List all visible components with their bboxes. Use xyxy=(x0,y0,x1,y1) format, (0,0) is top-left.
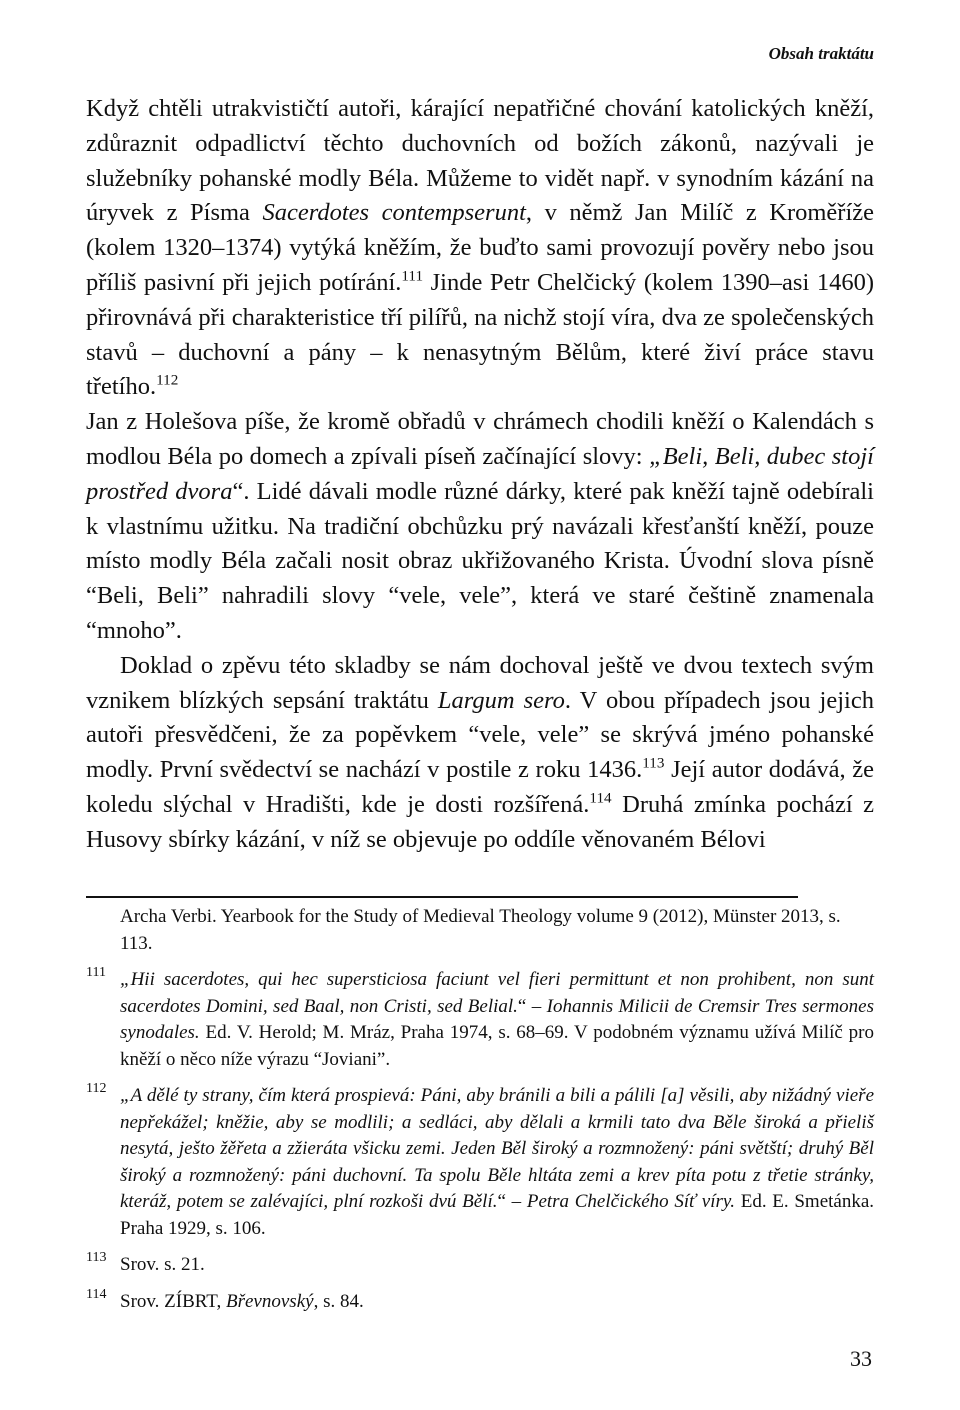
footnote-number: 113 xyxy=(86,1250,107,1265)
footnote-ref-114[interactable]: 114 xyxy=(589,789,612,807)
main-text xyxy=(86,92,874,858)
text-run: Doklad o zpěvu této skladby se nám dochoval ještě ve dvou textech svým vznikem blízkých sepsání traktátu xyxy=(86,651,874,714)
song-quote: „Beli, Beli, dubec stojí prostřed dvora xyxy=(86,442,874,505)
footnote-separator xyxy=(86,896,798,898)
footnote-continuation: Archa Verbi. Yearbook for the Study of Medieval Theology volume 9 (2012), Münster 2013, s. 113. xyxy=(120,906,841,954)
footnote-number: 111 xyxy=(86,965,106,980)
paragraph-2 xyxy=(86,405,874,649)
text-run: Petra Chelčického Síť víry. xyxy=(526,1191,736,1212)
text-run: „A dělé ty strany, čím která prospievá: Páni, aby bránili a bili a pálili [a] věsili, aby nižádný vieře nepřekážel; kněžie, aby se modlili; a sedláci, aby dělali a krmili tato dva Běle široká a přieliš nesytá, ješto žěřeta a zžieráta všicku zemi. Jeden Běl široký a rozmnožený: páni světští; druhý Běl široký a rozmnožený: páni duchovní. Ta spolu Běle hltáta zemi a krev píta potu z třetie stránky, kteráž, potem se zalévajíci, plní rozkoši dvú Bělí. xyxy=(120,1085,874,1212)
footnote-number: 114 xyxy=(86,1286,107,1302)
paragraph-3 xyxy=(86,649,874,858)
text-run: “. Lidé dávali modle různé dárky, které pak kněží tajně odebírali k vlastnímu užitku. Na tradiční obchůzku prý navázali křesťanští kněží, pouze místo modly Béla začali nosit obraz ukřižovaného Krista. Úvodní slova písně “Beli, Beli” nahradili slovy “vele, vele”, která ve staré češtině znamenala “mnoho”. xyxy=(86,477,874,644)
footnote-111 xyxy=(86,967,874,1073)
italic-title: Sacerdotes contempserunt xyxy=(262,199,526,227)
text-run: Srov. s. 21. xyxy=(120,1254,205,1275)
italic-title: Largum sero xyxy=(437,686,565,714)
text-run: , s. 84. xyxy=(313,1290,364,1312)
text-run: . V obou případech jsou jejich autoři přesvědčeni, že za popěvkem “vele, vele” se skrývá jméno pohanské modly. První svědectví se nachází v postile z roku 1436. xyxy=(86,686,874,784)
text-run: Druhá zmínka pochází z Husovy sbírky kázání, v níž se objevuje po oddíle věnovaném Bélovi xyxy=(86,790,874,853)
text-run: Když chtěli utrakvističtí autoři, kárající nepatřičné chování katolických kněží, zdůraznit odpadlictví těchto duchovních od božích zákonů, nazývali je služebníky pohanské modly Béla. Můžeme to vidět např. v synodním kázání na úryvek z Písma xyxy=(86,95,874,227)
footnote-ref-111[interactable]: 111 xyxy=(401,267,424,285)
running-title: Obsah traktátu xyxy=(768,44,874,63)
text-run: Iohannis Milicii de Cremsir Tres sermones synodales. xyxy=(120,995,874,1043)
text-run: Její autor dodává, že koledu slýchal v Hradišti, kde je dosti rozšířená. xyxy=(86,756,874,818)
footnote-ref-112[interactable]: 112 xyxy=(156,371,179,389)
footnotes xyxy=(86,904,874,1325)
text-run: Ed. E. Smetánka. Praha 1929, s. 106. xyxy=(120,1191,875,1239)
text-run: Břevnovský xyxy=(226,1290,314,1312)
text-run: “ – xyxy=(497,1191,527,1212)
text-run: Srov. ZÍBRT, xyxy=(120,1290,226,1312)
footnote-ref-113[interactable]: 113 xyxy=(642,754,665,772)
footnote-114 xyxy=(86,1286,874,1316)
paragraph-1 xyxy=(86,92,874,405)
footnote-number: 112 xyxy=(86,1081,107,1096)
footnote-112 xyxy=(86,1083,874,1242)
page-number: 33 xyxy=(850,1346,872,1371)
text-run: “ – xyxy=(517,995,547,1017)
text-run: Jinde Petr Chelčický (kolem 1390–asi 1460) přirovnává při charakteristice tří pilířů, na nichž stojí víra, dva ze společenských stavů – duchovní a pány – k nenasytným Bělům, které živí práce stavu třetího. xyxy=(86,268,874,401)
text-run: Ed. V. Herold; M. Mráz, Praha 1974, s. 68–69. V podobném významu užívá Milíč pro kněží o něco níže výrazu “Joviani”. xyxy=(120,1022,874,1070)
footnote-113 xyxy=(86,1252,874,1279)
text-run: Jan z Holešova píše, že kromě obřadů v chrámech chodili kněží o Kalendách s modlou Béla po domech a zpívali píseň začínající slovy: xyxy=(86,408,874,470)
text-run: „Hii sacerdotes, qui hec supersticiosa faciunt vel fieri permittunt et non prohibent, non sunt sacerdotes Domini, sed Baal, non Cristi, sed Belial. xyxy=(120,969,874,1017)
text-run: , v němž Jan Milíč z Kroměříže (kolem 1320–1374) vytýká kněžím, že buďto sami provozují pověry nebo jsou příliš pasivní při jejich potírání. xyxy=(86,199,875,296)
